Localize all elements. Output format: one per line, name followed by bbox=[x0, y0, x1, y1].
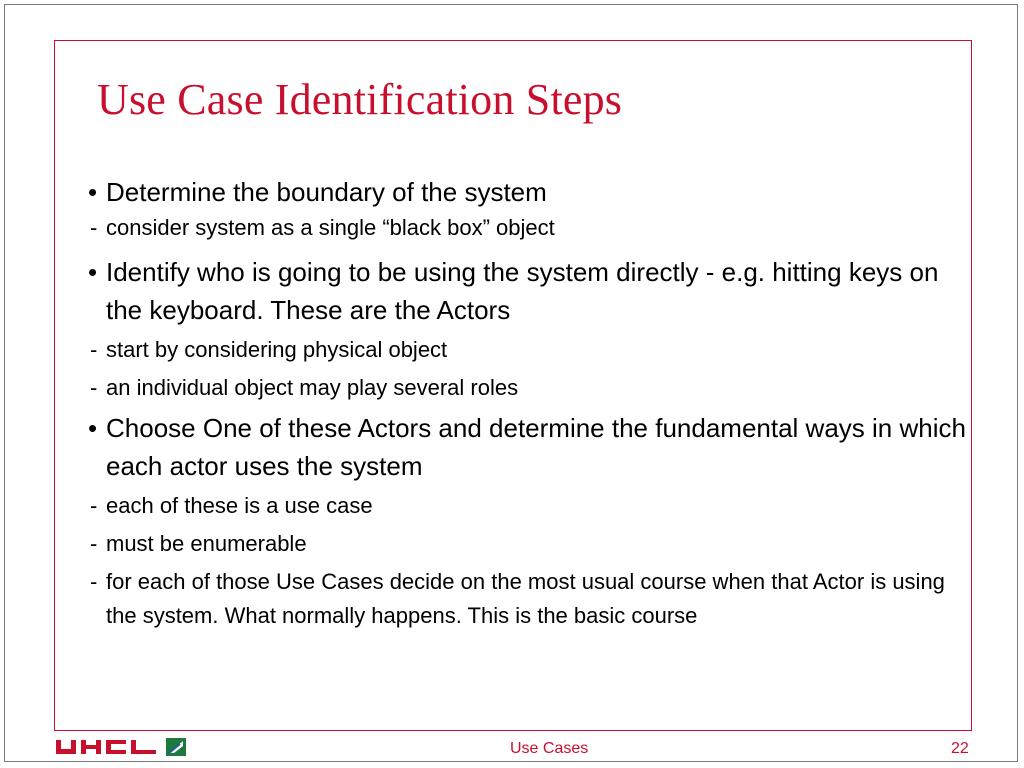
sub-bullet-mark: - bbox=[90, 569, 98, 594]
sub-bullet-mark: - bbox=[90, 493, 98, 518]
sub-bullet-text: must be enumerable bbox=[106, 531, 307, 556]
uhcl-logo bbox=[56, 737, 186, 757]
sub-bullet-item bbox=[88, 489, 968, 523]
bullet-item bbox=[88, 253, 968, 329]
sub-bullet-item bbox=[88, 333, 968, 367]
sub-bullet-item bbox=[88, 211, 968, 245]
sub-bullet-item bbox=[88, 527, 968, 561]
sub-bullet-mark: - bbox=[90, 375, 98, 400]
bullet-mark: • bbox=[88, 413, 98, 443]
sub-bullet-text: consider system as a single “black box” object bbox=[106, 215, 555, 240]
bullet-item bbox=[88, 409, 968, 485]
bullet-text: Choose One of these Actors and determine the fundamental ways in which each actor uses the system bbox=[106, 413, 966, 481]
sub-bullet-item bbox=[88, 565, 968, 633]
uhcl-wordmark bbox=[56, 740, 156, 754]
uhcl-leaf-mark-icon bbox=[166, 738, 186, 756]
slide-title: Use Case Identification Steps bbox=[97, 75, 623, 124]
footer-section-title: Use Cases bbox=[510, 740, 589, 757]
bullet-list bbox=[88, 173, 968, 633]
sub-bullet-text: an individual object may play several roles bbox=[106, 375, 519, 400]
page-number: 22 bbox=[951, 740, 969, 757]
sub-bullet-text: start by considering physical object bbox=[106, 337, 448, 362]
bullet-mark: • bbox=[88, 177, 98, 207]
sub-bullet-item bbox=[88, 371, 968, 405]
sub-bullet-mark: - bbox=[90, 337, 98, 362]
sub-bullet-mark: - bbox=[90, 215, 98, 240]
bullet-item bbox=[88, 173, 968, 211]
sub-bullet-mark: - bbox=[90, 531, 98, 556]
bullet-mark: • bbox=[88, 257, 98, 287]
bullet-text: Determine the boundary of the system bbox=[106, 177, 547, 207]
bullet-text: Identify who is going to be using the system directly - e.g. hitting keys on the keyboard. These are the Actors bbox=[106, 257, 939, 325]
sub-bullet-text: for each of those Use Cases decide on the most usual course when that Actor is using the system. What normally happens. This is the basic course bbox=[106, 569, 945, 628]
sub-bullet-text: each of these is a use case bbox=[106, 493, 373, 518]
